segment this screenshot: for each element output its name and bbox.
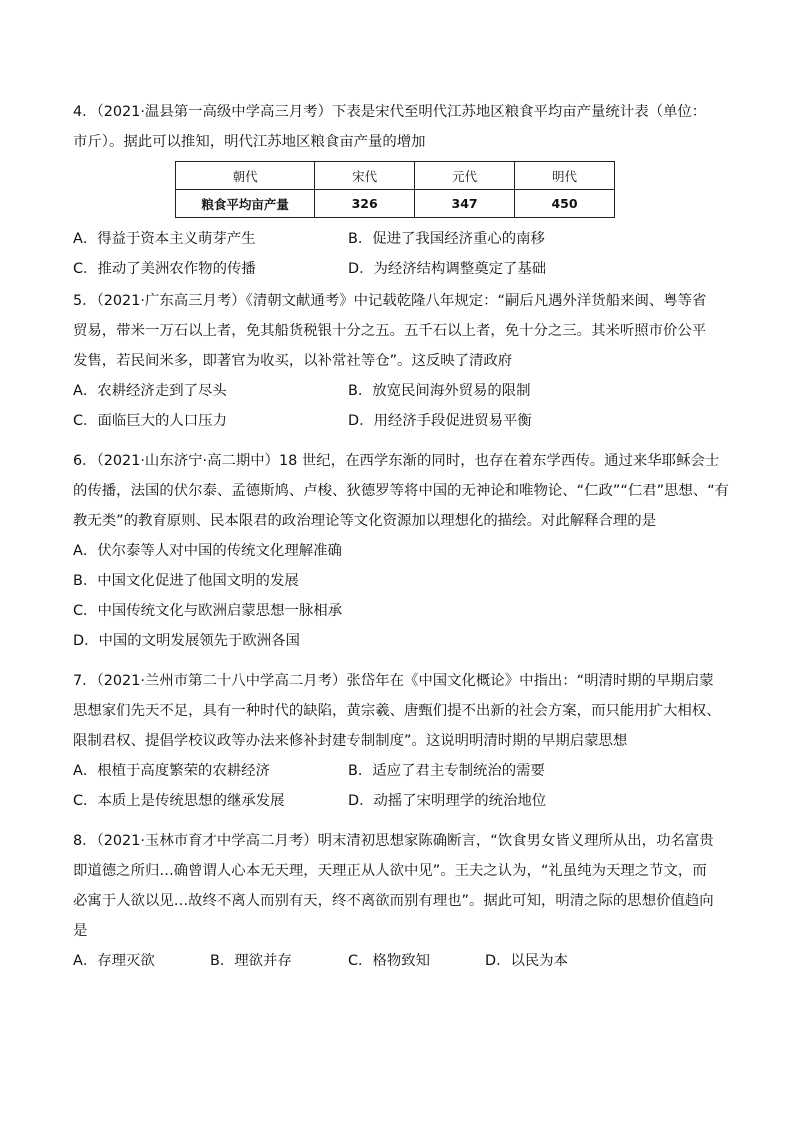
option-a[interactable]: A．得益于资本主义萌芽产生: [73, 231, 256, 247]
table-row-label: 粮食平均亩产量: [176, 190, 315, 218]
option-b[interactable]: B．中国文化促进了他国文明的发展: [73, 573, 299, 589]
grain-yield-table: [175, 161, 615, 218]
options-row: [73, 946, 733, 976]
question-4: [73, 97, 733, 157]
question-4-options: [73, 224, 733, 284]
option-b[interactable]: B．促进了我国经济重心的南移: [348, 231, 545, 247]
question-8-stem-line-2: 即道德之所归…确曾谓人心本无天理，天理正从人欲中见”。王夫之认为，“礼虽纯为天理之节文，而: [73, 863, 707, 879]
option-c[interactable]: C．本质上是传统思想的继承发展: [73, 793, 285, 809]
option-d[interactable]: D．为经济结构调整奠定了基础: [348, 261, 547, 277]
table-cell: 347: [415, 190, 515, 218]
table-cell: 450: [515, 190, 615, 218]
option-b[interactable]: B．放宽民间海外贸易的限制: [348, 383, 531, 399]
question-6-stem-line-2: 的传播，法国的伏尔泰、孟德斯鸠、卢梭、狄德罗等将中国的无神论和唯物论、“仁政”“仁君”思想、“有: [73, 483, 730, 499]
question-5-stem-line-2: 贸易，带米一万石以上者，免其船货税银十分之五。五千石以上者，免十分之三。其米听照市价公平: [73, 323, 707, 339]
table-cell: 326: [315, 190, 415, 218]
option-a[interactable]: A．农耕经济走到了尽头: [73, 383, 227, 399]
table-row: [176, 190, 615, 218]
table-header-cell: 明代: [515, 162, 615, 190]
question-7-stem-line-2: 思想家们先天不足，具有一种时代的缺陷，黄宗羲、唐甄们提不出新的社会方案，而只能用扩大相权、: [73, 703, 721, 719]
question-8-stem-line-4: 是: [73, 923, 88, 939]
option-d[interactable]: D．动摇了宋明理学的统治地位: [348, 793, 547, 809]
question-8-stem-line-3: 必寓于人欲以见…故终不离人而别有天，终不离欲而别有理也”。据此可知，明清之际的思想价值趋向: [73, 893, 714, 909]
option-a[interactable]: A．伏尔泰等人对中国的传统文化理解准确: [73, 543, 342, 559]
question-4-stem-line-2: 市斤）。据此可以推知，明代江苏地区粮食亩产量的增加: [73, 134, 426, 150]
table-header-cell: 元代: [415, 162, 515, 190]
question-7-stem-line-1: 7．（2021·兰州市第二十八中学高二月考）张岱年在《中国文化概论》中指出：“明清时期的早期启蒙: [73, 673, 714, 689]
question-6-stem-line-1: 6．（2021·山东济宁·高二期中）18 世纪，在西学东渐的同时，也存在着东学西传。通过来华耶稣会士: [73, 453, 720, 469]
question-5: [73, 286, 733, 436]
question-6-stem-line-3: 教无类”的教育原则、民本限君的政治理论等文化资源加以理想化的描绘。对此解释合理的是: [73, 513, 657, 529]
option-a[interactable]: A．存理灭欲: [73, 953, 155, 969]
options-row: [73, 756, 733, 786]
question-6: [73, 446, 733, 656]
option-d[interactable]: D．中国的文明发展领先于欧洲各国: [73, 633, 300, 649]
option-d[interactable]: D．以民为本: [485, 953, 569, 969]
question-4-stem-line-1: 4．（2021·温县第一高级中学高三月考）下表是宋代至明代江苏地区粮食平均亩产量统计表（单位：: [73, 104, 707, 120]
option-d[interactable]: D．用经济手段促进贸易平衡: [348, 413, 532, 429]
table-header-row: [176, 162, 615, 190]
question-5-stem-line-3: 发售，若民间米多，即著官为收买，以补常社等仓”。这反映了清政府: [73, 353, 513, 369]
table-header-cell: 宋代: [315, 162, 415, 190]
option-c[interactable]: C．面临巨大的人口压力: [73, 413, 227, 429]
options-row: [73, 376, 733, 406]
option-b[interactable]: B．适应了君主专制统治的需要: [348, 763, 545, 779]
question-7-stem-line-3: 限制君权、提倡学校议政等办法来修补封建专制制度”。这说明明清时期的早期启蒙思想: [73, 733, 628, 749]
options-row: [73, 224, 733, 254]
question-8: [73, 826, 733, 976]
option-b[interactable]: B．理欲并存: [210, 953, 292, 969]
question-5-stem-line-1: 5．（2021·广东高三月考）《清朝文献通考》中记载乾隆八年规定：“嗣后凡遇外洋货船来闽、粤等省: [73, 293, 707, 309]
table-header-cell: 朝代: [176, 162, 315, 190]
option-c[interactable]: C．中国传统文化与欧洲启蒙思想一脉相承: [73, 603, 343, 619]
options-row: [73, 786, 733, 816]
option-c[interactable]: C．格物致知: [348, 953, 431, 969]
question-8-stem-line-1: 8．（2021·玉林市育才中学高二月考）明末清初思想家陈确断言，“饮食男女皆义理所从出，功名富贵: [73, 833, 714, 849]
option-c[interactable]: C．推动了美洲农作物的传播: [73, 261, 256, 277]
options-row: [73, 254, 733, 284]
options-row: [73, 406, 733, 436]
question-7: [73, 666, 733, 816]
option-a[interactable]: A．根植于高度繁荣的农耕经济: [73, 763, 270, 779]
